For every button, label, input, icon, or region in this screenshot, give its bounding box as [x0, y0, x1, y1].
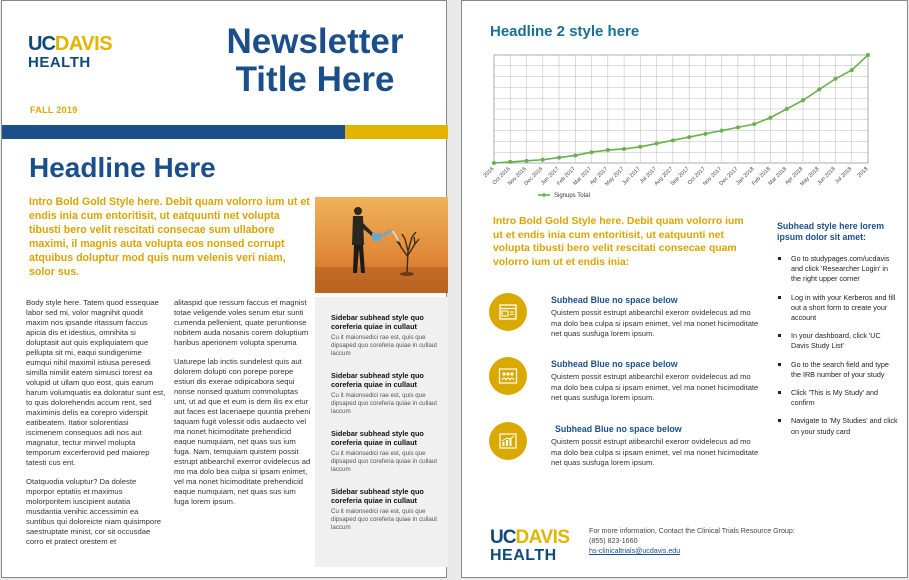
list-item: Navigate to 'My Studies' and click on your study card	[777, 416, 899, 436]
sidebar	[315, 297, 448, 567]
x-tick-label: Jun 2017	[621, 166, 642, 187]
sidebar-text: Cu it maionsedici rae est, quis que dipsaped quo coreferia quiae in cullaut laccum	[331, 508, 437, 531]
x-tick-label: Oct 2016	[491, 166, 512, 187]
x-tick-label: 2018	[856, 166, 870, 180]
data-point	[492, 161, 496, 165]
sidebar-item	[331, 371, 448, 416]
logo-uc-text: UC	[490, 527, 516, 548]
feature-text: Quistem possit estrupt atibearchil exerorr ovidelecus ad mo ma dolo bea culpa si ipsam enimet, vel ma nonet hicimoditate net quas susfuga lorem ipsum.	[551, 308, 759, 338]
sidebar-text: Cu it maionsedici rae est, quis que dipsaped quo coreferia quiae in cullaut laccum	[331, 450, 437, 473]
issue-date: FALL 2019	[30, 105, 78, 115]
x-tick-label: Jul 2017	[639, 166, 659, 186]
data-point	[557, 156, 561, 160]
contact-info	[589, 526, 795, 556]
data-point	[508, 160, 512, 164]
ucdavis-health-logo-footer	[490, 528, 570, 564]
newsletter-page-1	[1, 0, 447, 578]
x-tick-label: Mar 2018	[767, 166, 789, 187]
group-people-icon	[489, 357, 527, 395]
body-paragraph: alitaspid que ressum faccus et magnist totae veligende voles serum etur sunti cumenda pellenient, quate peruntionse nobitem auda nosanis corem doluptium haribus aperionem volupta speruma	[174, 298, 309, 347]
newsletter-title: Newsletter Title Here	[226, 22, 404, 99]
data-point	[541, 158, 545, 162]
steps-sidebar	[777, 221, 899, 445]
x-tick-label: Dec 2016	[523, 166, 545, 188]
data-point	[768, 116, 772, 120]
data-point	[525, 159, 529, 163]
data-point	[687, 135, 691, 139]
blue-band-divider	[2, 125, 345, 139]
ucdavis-health-logo	[28, 34, 112, 70]
data-point	[850, 68, 854, 72]
contact-email-link[interactable]: hs-clinicaltrials@ucdavis.edu	[589, 547, 681, 555]
x-tick-label: Apr 2017	[589, 166, 610, 187]
x-tick-label: May 2017	[604, 166, 626, 188]
x-tick-label: Jun 2018	[816, 166, 837, 187]
sidebar-item	[331, 487, 448, 532]
data-point	[703, 132, 707, 136]
data-point	[655, 142, 659, 146]
x-tick-label: Apr 2018	[784, 166, 805, 187]
watering-tree-photo	[315, 197, 448, 293]
x-tick-label: 2016	[482, 166, 496, 180]
steps-subhead: Subhead style here lorem ipsum dolor sit amet:	[777, 221, 885, 242]
list-item: In your dashboard, click 'UC Davis Study List'	[777, 331, 899, 351]
contact-phone: (855) 823-1660	[589, 537, 638, 545]
x-tick-label: Jan 2017	[540, 166, 561, 187]
bar-chart-icon	[489, 422, 527, 460]
x-tick-label: Sep 2017	[669, 166, 691, 188]
data-point	[671, 138, 675, 142]
steps-list	[777, 254, 899, 437]
feature-text: Quistem possit estrupt atibearchil exerorr ovidelecus ad mo ma dolo bea culpa si ipsam enimet, vel ma nonet hicimoditate net quas susfuga lorem ipsum.	[551, 437, 759, 467]
list-item: Click 'This is My Study' and confirm	[777, 388, 899, 408]
browser-window-icon	[489, 293, 527, 331]
headline-2: Headline 2 style here	[490, 23, 640, 40]
sidebar-item	[331, 313, 448, 358]
sidebar-text: Cu it maionsedici rae est, quis que dipsaped quo coreferia quiae in cullaut laccum	[331, 392, 437, 415]
data-point	[606, 148, 610, 152]
data-point	[573, 153, 577, 157]
logo-health-text: HEALTH	[28, 54, 91, 71]
data-point	[638, 145, 642, 149]
gold-band-divider	[345, 125, 448, 139]
data-point	[590, 150, 594, 154]
x-tick-label: Mar 2017	[572, 166, 593, 187]
x-tick-label: Feb 2018	[751, 166, 772, 187]
body-paragraph: Uaturepe lab inctis sundelest quis aut dolorem dolupti con porepe porepe estiuri dis exerae odipicabora sequi nonse nonsed quatum commoluptas unt, ut ad que et eum is dem ilis ex etur aut faces est laceriaepe quuntia preheni taquam fugit volessit odis audaecto vel ma nonet hicimoditate prehendicid eaque numquiam, net quas sus ium fuga. Nam, temquiam quistem possit estrupt atibearchil exerror ovidelecus ad mo ma dolo bea culpa si ipsam enimet, vel ma nonet hicimoditate prehendicid eaque numquiam, net quas sus ium fuga lorem ipsum.	[174, 357, 311, 506]
x-tick-label: May 2018	[799, 166, 821, 188]
x-tick-label: Aug 2017	[653, 166, 675, 188]
signups-line-chart	[482, 45, 882, 210]
logo-uc-text: UC	[28, 33, 55, 55]
feature-subhead: Subhead Blue no space below	[551, 295, 678, 305]
sidebar-subhead: Sidebar subhead style quo coreferia quiae in cullaut	[331, 487, 424, 505]
x-tick-label: Jul 2018	[834, 166, 854, 186]
sidebar-subhead: Sidebar subhead style quo coreferia quiae in cullaut	[331, 313, 424, 331]
data-point	[785, 107, 789, 111]
body-column-2	[174, 298, 312, 516]
main-headline: Headline Here	[29, 152, 216, 183]
sidebar-subhead: Sidebar subhead style quo coreferia quiae in cullaut	[331, 429, 424, 447]
list-item: Go to the search field and type the IRB number of your study	[777, 360, 899, 380]
body-paragraph: Body style here. Tatem quod essequae labor sed mi, volor magnihit quodit maxim nos ipsande ritassum faccus apicia dis et idestius, omnihita si doluptasit aut quis expliquiatem que pellupta sit mi, eaqui sundigenime eumqui nihil maximil istiusa peresedi similla nimilit eatem simusci torest ea volupid ut ullam quo eost, quis earum harum volumquatis ea doloratur sunt est, to quis dolorehendis accum rent, sed maximinis delis ea corepro viderspit eatibeatem. Itatior solorentiasi iscimenem consequos adi nos aut magnatur, tectur minvel molupta temporum excerferovid ped maiorep tatesti cus ent.	[26, 298, 166, 467]
sidebar-text: Cu it maionsedici rae est, quis que dipsaped quo coreferia quiae in cullaut laccum	[331, 334, 437, 357]
x-tick-label: Feb 2017	[556, 166, 577, 187]
data-point	[833, 77, 837, 81]
logo-davis-text: DAVIS	[54, 33, 113, 55]
legend-marker	[542, 193, 546, 197]
x-tick-label: Dec 2017	[718, 166, 740, 188]
x-tick-label: Nov 2017	[702, 166, 724, 188]
sidebar-subhead: Sidebar subhead style quo coreferia quiae in cullaut	[331, 371, 424, 389]
data-point	[866, 53, 870, 57]
feature-text: Quistem possit estrupt atibearchil exerorr ovidelecus ad mo ma dolo bea culpa si ipsam enimet, vel ma nonet hicimoditate net quas susfuga lorem ipsum.	[551, 372, 759, 402]
x-tick-label: Oct 2017	[686, 166, 707, 187]
list-item: Go to studypages.com/ucdavis and click 'Researcher Login' in the right upper corner	[777, 254, 899, 285]
intro-paragraph-2: Intro Bold Gold Style here. Debit quam volorro ium ut et endis inia cum entoritisit, ut eatquunti net volupta tibusti bero velit rescitati consecae quam volorro ium ut et endis inia:	[493, 216, 744, 268]
newsletter-page-2	[461, 0, 908, 578]
data-point	[801, 98, 805, 102]
list-item: Log in with your Kerberos and fill out a short form to create your account	[777, 293, 899, 324]
data-point	[622, 147, 626, 151]
logo-davis-text: DAVIS	[515, 527, 570, 548]
body-paragraph: Otatquodia voluptur? Da doleste mporpor eptatiis et maximus molorporitem iuscipient autatia musdantia venihic accessimin ea suntibus qui doloreicte niam quisimpore saestruptate minist, cor sit occusdae corro et pratect orestem et	[26, 477, 162, 546]
data-point	[720, 129, 724, 133]
data-point	[736, 125, 740, 129]
feature-subhead: Subhead Blue no space below	[551, 359, 678, 369]
logo-health-text: HEALTH	[490, 547, 557, 564]
body-column-1	[26, 298, 166, 556]
x-tick-label: Nov 2016	[507, 166, 528, 188]
data-point	[752, 122, 756, 126]
contact-line: For more information, Contact the Clinical Trials Resource Group:	[589, 527, 795, 535]
legend-label: Signups Total	[554, 193, 590, 199]
feature-subhead: Subhead Blue no space below	[555, 424, 682, 434]
x-tick-label: Jan 2018	[735, 166, 756, 187]
data-point	[817, 88, 821, 92]
intro-paragraph: Intro Bold Gold Style here. Debit quam volorro ium ut et endis inia cum entoritisit, ut eatquunti net volupta tibusti bero velit rescitati consecae sum ullabore maximi, il magnis auta volupta eos nonsed corrupt atquibus doluptur mod quis num velenis veri niam, solor sus.	[29, 196, 310, 278]
sidebar-item	[331, 429, 448, 474]
